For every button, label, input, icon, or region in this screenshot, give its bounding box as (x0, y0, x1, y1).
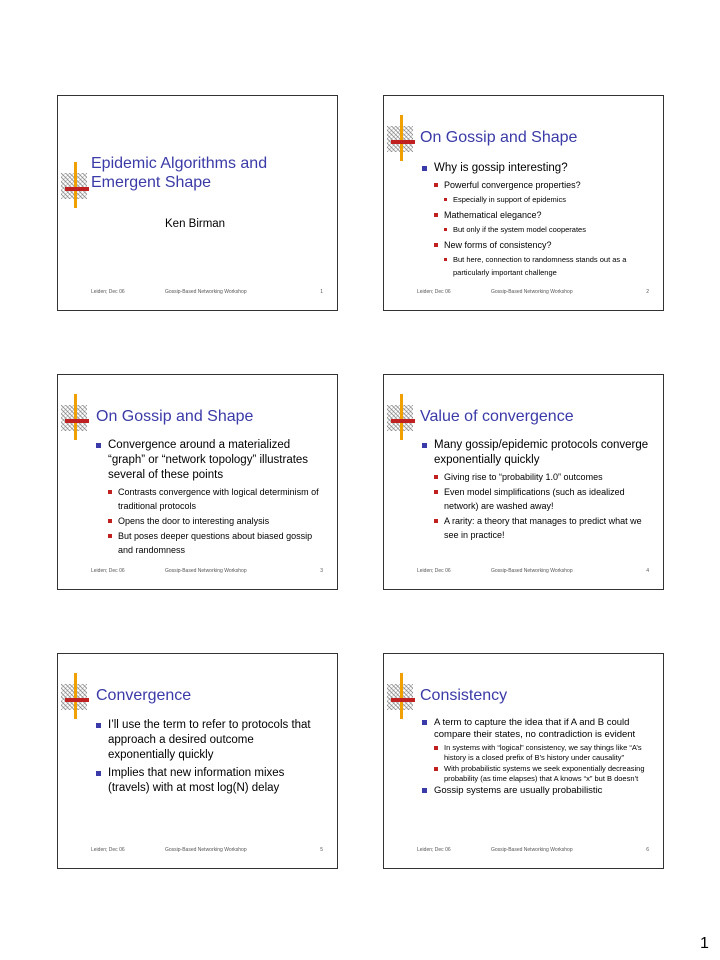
slide-footer (384, 289, 663, 297)
slide-title: On Gossip and Shape (96, 408, 254, 425)
list-item: Especially in support of epidemics (444, 193, 654, 206)
footer-location: Leiden; Dec 06 (417, 289, 451, 295)
slide-logo-icon (61, 405, 87, 431)
slide-1 (57, 95, 338, 311)
slide-logo-icon (387, 126, 413, 152)
list-item: Implies that new information mixes (travels) with at most log(N) delay (96, 766, 318, 796)
slide-title: Convergence (96, 687, 192, 704)
list-item: Powerful convergence properties? Especially in support of epidemics (434, 178, 654, 206)
slide-4 (383, 374, 664, 590)
list-item: But here, connection to randomness stands out as a particularly important challenge (444, 253, 654, 279)
list-item: Convergence around a materialized “graph” or “network topology” illustrates several of these points Contrasts convergence with logical determinism of traditional protocols Opens the door to interesting analysis But poses deeper questions about biased gossip and randomness (96, 438, 328, 557)
list-item: New forms of consistency? But here, connection to randomness stands out as a particularly important challenge (434, 238, 654, 279)
footer-location: Leiden; Dec 06 (91, 289, 125, 295)
page-number: 1 (700, 935, 709, 952)
footer-event: Gossip-Based Networking Workshop (491, 847, 573, 853)
list-item: A term to capture the idea that if A and B could compare their states, no contradiction is evident In systems with “logical” consistency, we say things like “A’s history is a closed prefix of B’s history under causality” With probabilistic systems we seek exponentially decreasing probability (as time elapses) that A knows “x” but B doesn’t (422, 717, 650, 784)
slide-logo-icon (61, 173, 87, 199)
footer-slide-number: 1 (320, 289, 323, 295)
footer-location: Leiden; Dec 06 (417, 568, 451, 574)
bullet-list (422, 717, 650, 798)
slide-title: Epidemic Algorithms and Emergent Shape (91, 155, 268, 191)
list-item: I’ll use the term to refer to protocols that approach a desired outcome exponentially quickly (96, 718, 318, 763)
footer-slide-number: 6 (646, 847, 649, 853)
bullet-list (96, 438, 328, 558)
footer-location: Leiden; Dec 06 (417, 847, 451, 853)
footer-slide-number: 2 (646, 289, 649, 295)
list-item: Mathematical elegance? But only if the system model cooperates (434, 208, 654, 236)
list-item: Many gossip/epidemic protocols converge exponentially quickly Giving rise to “probability 1.0” outcomes Even model simplifications (such as idealized network) are washed away! A rarity: a theory that manages to predict what we see in practice! (422, 438, 654, 542)
list-item: Contrasts convergence with logical determinism of traditional protocols (108, 485, 328, 513)
bullet-list (96, 718, 318, 797)
slide-footer (58, 847, 337, 855)
slide-3 (57, 374, 338, 590)
list-item: A rarity: a theory that manages to predict what we see in practice! (434, 514, 654, 542)
slide-title: Consistency (420, 687, 508, 704)
slide-logo-icon (61, 684, 87, 710)
list-item: In systems with “logical” consistency, we say things like “A’s history is a closed prefix of B’s history under causality” (434, 743, 650, 763)
footer-slide-number: 3 (320, 568, 323, 574)
slide-footer (384, 847, 663, 855)
list-item: With probabilistic systems we seek exponentially decreasing probability (as time elapses) that A knows “x” but B doesn’t (434, 764, 650, 784)
footer-event: Gossip-Based Networking Workshop (491, 568, 573, 574)
list-item: Opens the door to interesting analysis (108, 514, 328, 528)
slide-footer (58, 568, 337, 576)
bullet-list (422, 438, 654, 543)
slide-footer (58, 289, 337, 297)
slide-2 (383, 95, 664, 311)
slide-logo-icon (387, 405, 413, 431)
footer-event: Gossip-Based Networking Workshop (165, 289, 247, 295)
list-item: Even model simplifications (such as idealized network) are washed away! (434, 485, 654, 513)
slide-footer (384, 568, 663, 576)
footer-location: Leiden; Dec 06 (91, 568, 125, 574)
slide-6 (383, 653, 664, 869)
list-item: But poses deeper questions about biased gossip and randomness (108, 529, 328, 557)
slide-author: Ken Birman (165, 218, 226, 230)
slide-5 (57, 653, 338, 869)
bullet-list (422, 161, 654, 281)
list-item: Gossip systems are usually probabilistic (422, 785, 650, 797)
footer-location: Leiden; Dec 06 (91, 847, 125, 853)
list-item: Giving rise to “probability 1.0” outcomes (434, 470, 654, 484)
footer-event: Gossip-Based Networking Workshop (491, 289, 573, 295)
footer-slide-number: 5 (320, 847, 323, 853)
footer-slide-number: 4 (646, 568, 649, 574)
footer-event: Gossip-Based Networking Workshop (165, 568, 247, 574)
slide-logo-icon (387, 684, 413, 710)
slide-title: On Gossip and Shape (420, 129, 578, 146)
footer-event: Gossip-Based Networking Workshop (165, 847, 247, 853)
list-item: Why is gossip interesting? Powerful convergence properties? Especially in support of epidemics Mathematical elegance? But only if the system model cooperates New forms of consistency? But here, connection to randomness stands out as a particularly important challenge (422, 161, 654, 279)
slide-title: Value of convergence (420, 408, 574, 425)
list-item: But only if the system model cooperates (444, 223, 654, 236)
